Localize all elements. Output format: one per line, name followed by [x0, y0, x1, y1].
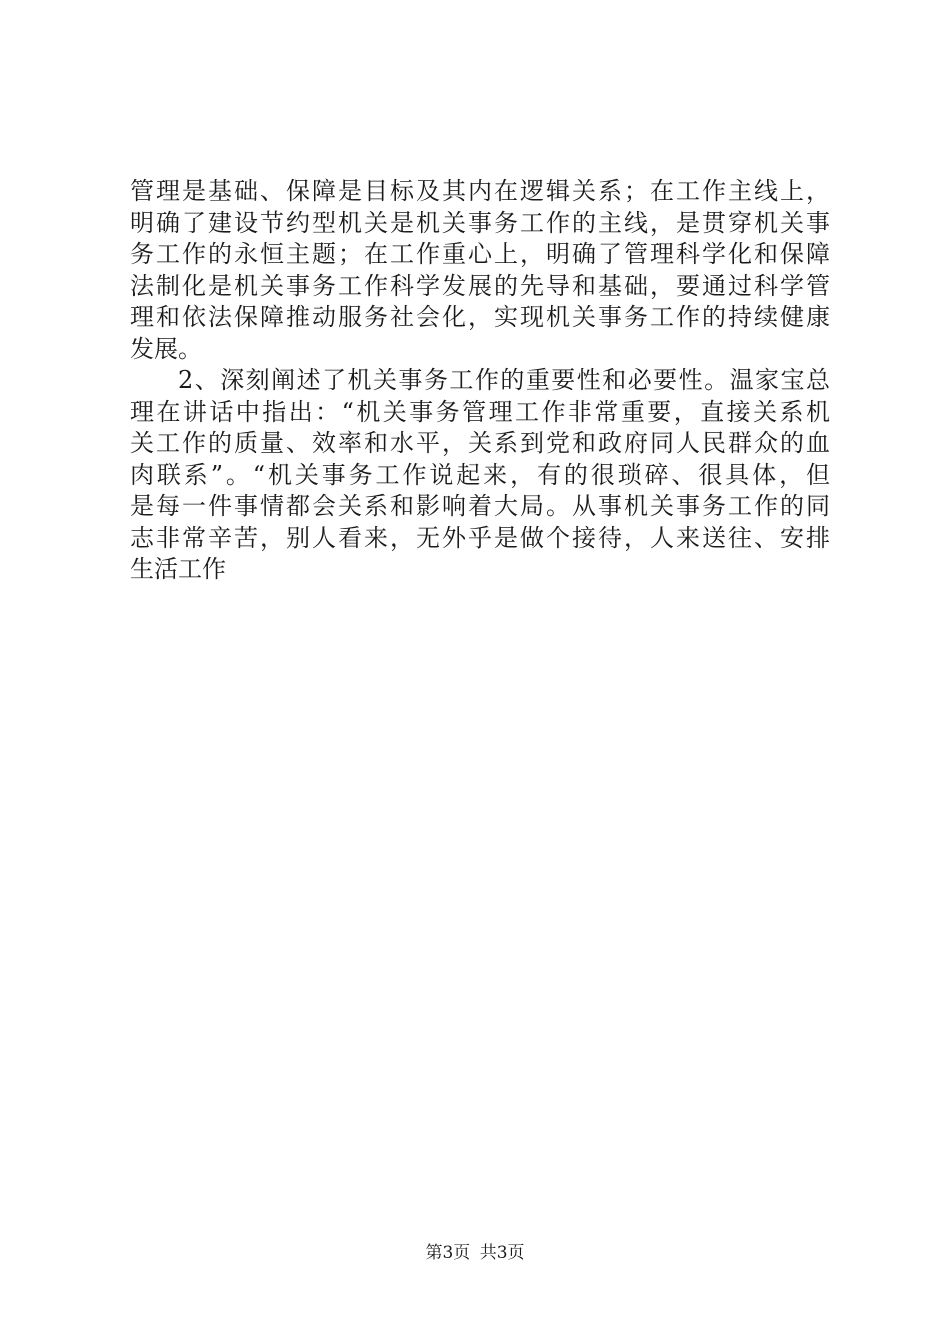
paragraph-line: 关工作的质量、效率和水平，关系到党和政府同人民群众的血 [130, 429, 830, 457]
paragraph-2 [130, 365, 830, 586]
paragraph-line: 理在讲话中指出：“机关事务管理工作非常重要，直接关系机 [130, 397, 830, 426]
paragraph-line: 理和依法保障推动服务社会化，实现机关事务工作的持续健康 [130, 303, 830, 331]
page-footer [0, 1242, 950, 1264]
paragraph-line: 务工作的永恒主题；在工作重心上，明确了管理科学化和保障 [130, 240, 830, 268]
paragraph-line: 生活工作 [130, 555, 226, 583]
paragraph-line: 是每一件事情都会关系和影响着大局。从事机关事务工作的同 [130, 492, 830, 520]
document-body [130, 176, 830, 586]
paragraph-line: 管理是基础、保障是目标及其内在逻辑关系；在工作主线上， [130, 177, 830, 205]
paragraph-line: 2、深刻阐述了机关事务工作的重要性和必要性。温家宝总 [178, 366, 830, 394]
paragraph-line: 肉联系”。“机关事务工作说起来，有的很琐碎、很具体，但 [130, 460, 830, 489]
paragraph-1 [130, 176, 830, 365]
paragraph-line: 明确了建设节约型机关是机关事务工作的主线，是贯穿机关事 [130, 208, 830, 237]
paragraph-line: 志非常辛苦，别人看来，无外乎是做个接待，人来送往、安排 [130, 523, 830, 552]
page-number: 第3页 [425, 1243, 471, 1263]
paragraph-line: 发展。 [130, 334, 202, 363]
paragraph-line: 法制化是机关事务工作科学发展的先导和基础，要通过科学管 [130, 271, 830, 300]
page-total: 共3页 [479, 1243, 525, 1263]
